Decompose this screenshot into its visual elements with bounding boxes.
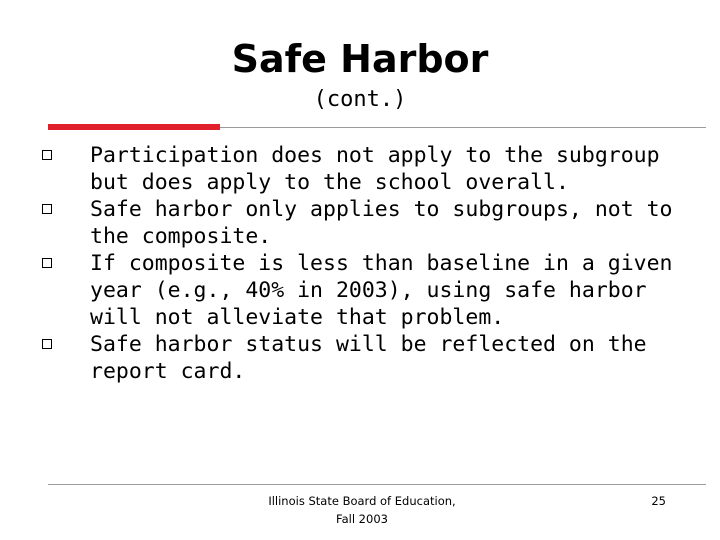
slide-subtitle: (cont.) (313, 87, 407, 112)
hollow-square-bullet-icon (42, 339, 52, 349)
bullet-text: Safe harbor only applies to subgroups, not to the composite. (90, 197, 673, 249)
hollow-square-bullet-icon (42, 204, 52, 214)
page-number: 25 (651, 494, 666, 508)
footer-source-line1: Illinois State Board of Education, (268, 494, 456, 508)
bullet-text: Safe harbor status will be reflected on the report card. (90, 332, 647, 384)
footer-source (232, 492, 492, 528)
bullet-item (40, 331, 680, 385)
accent-bar (48, 124, 220, 130)
title-divider (48, 124, 706, 130)
hollow-square-bullet-icon (42, 150, 52, 160)
slide-title: Safe Harbor (231, 37, 489, 81)
bullet-text: Participation does not apply to the subgroup but does apply to the school overall. (90, 143, 660, 195)
hollow-square-bullet-icon (42, 258, 52, 268)
divider-line (220, 127, 706, 128)
footer-source-line2: Fall 2003 (336, 512, 388, 526)
bullet-list (40, 142, 680, 385)
bullet-item (40, 142, 680, 196)
bullet-item (40, 250, 680, 331)
bullet-text: If composite is less than baseline in a given year (e.g., 40% in 2003), using safe harbor will not alleviate that problem. (90, 251, 673, 330)
bullet-item (40, 196, 680, 250)
footer-divider (48, 484, 706, 485)
